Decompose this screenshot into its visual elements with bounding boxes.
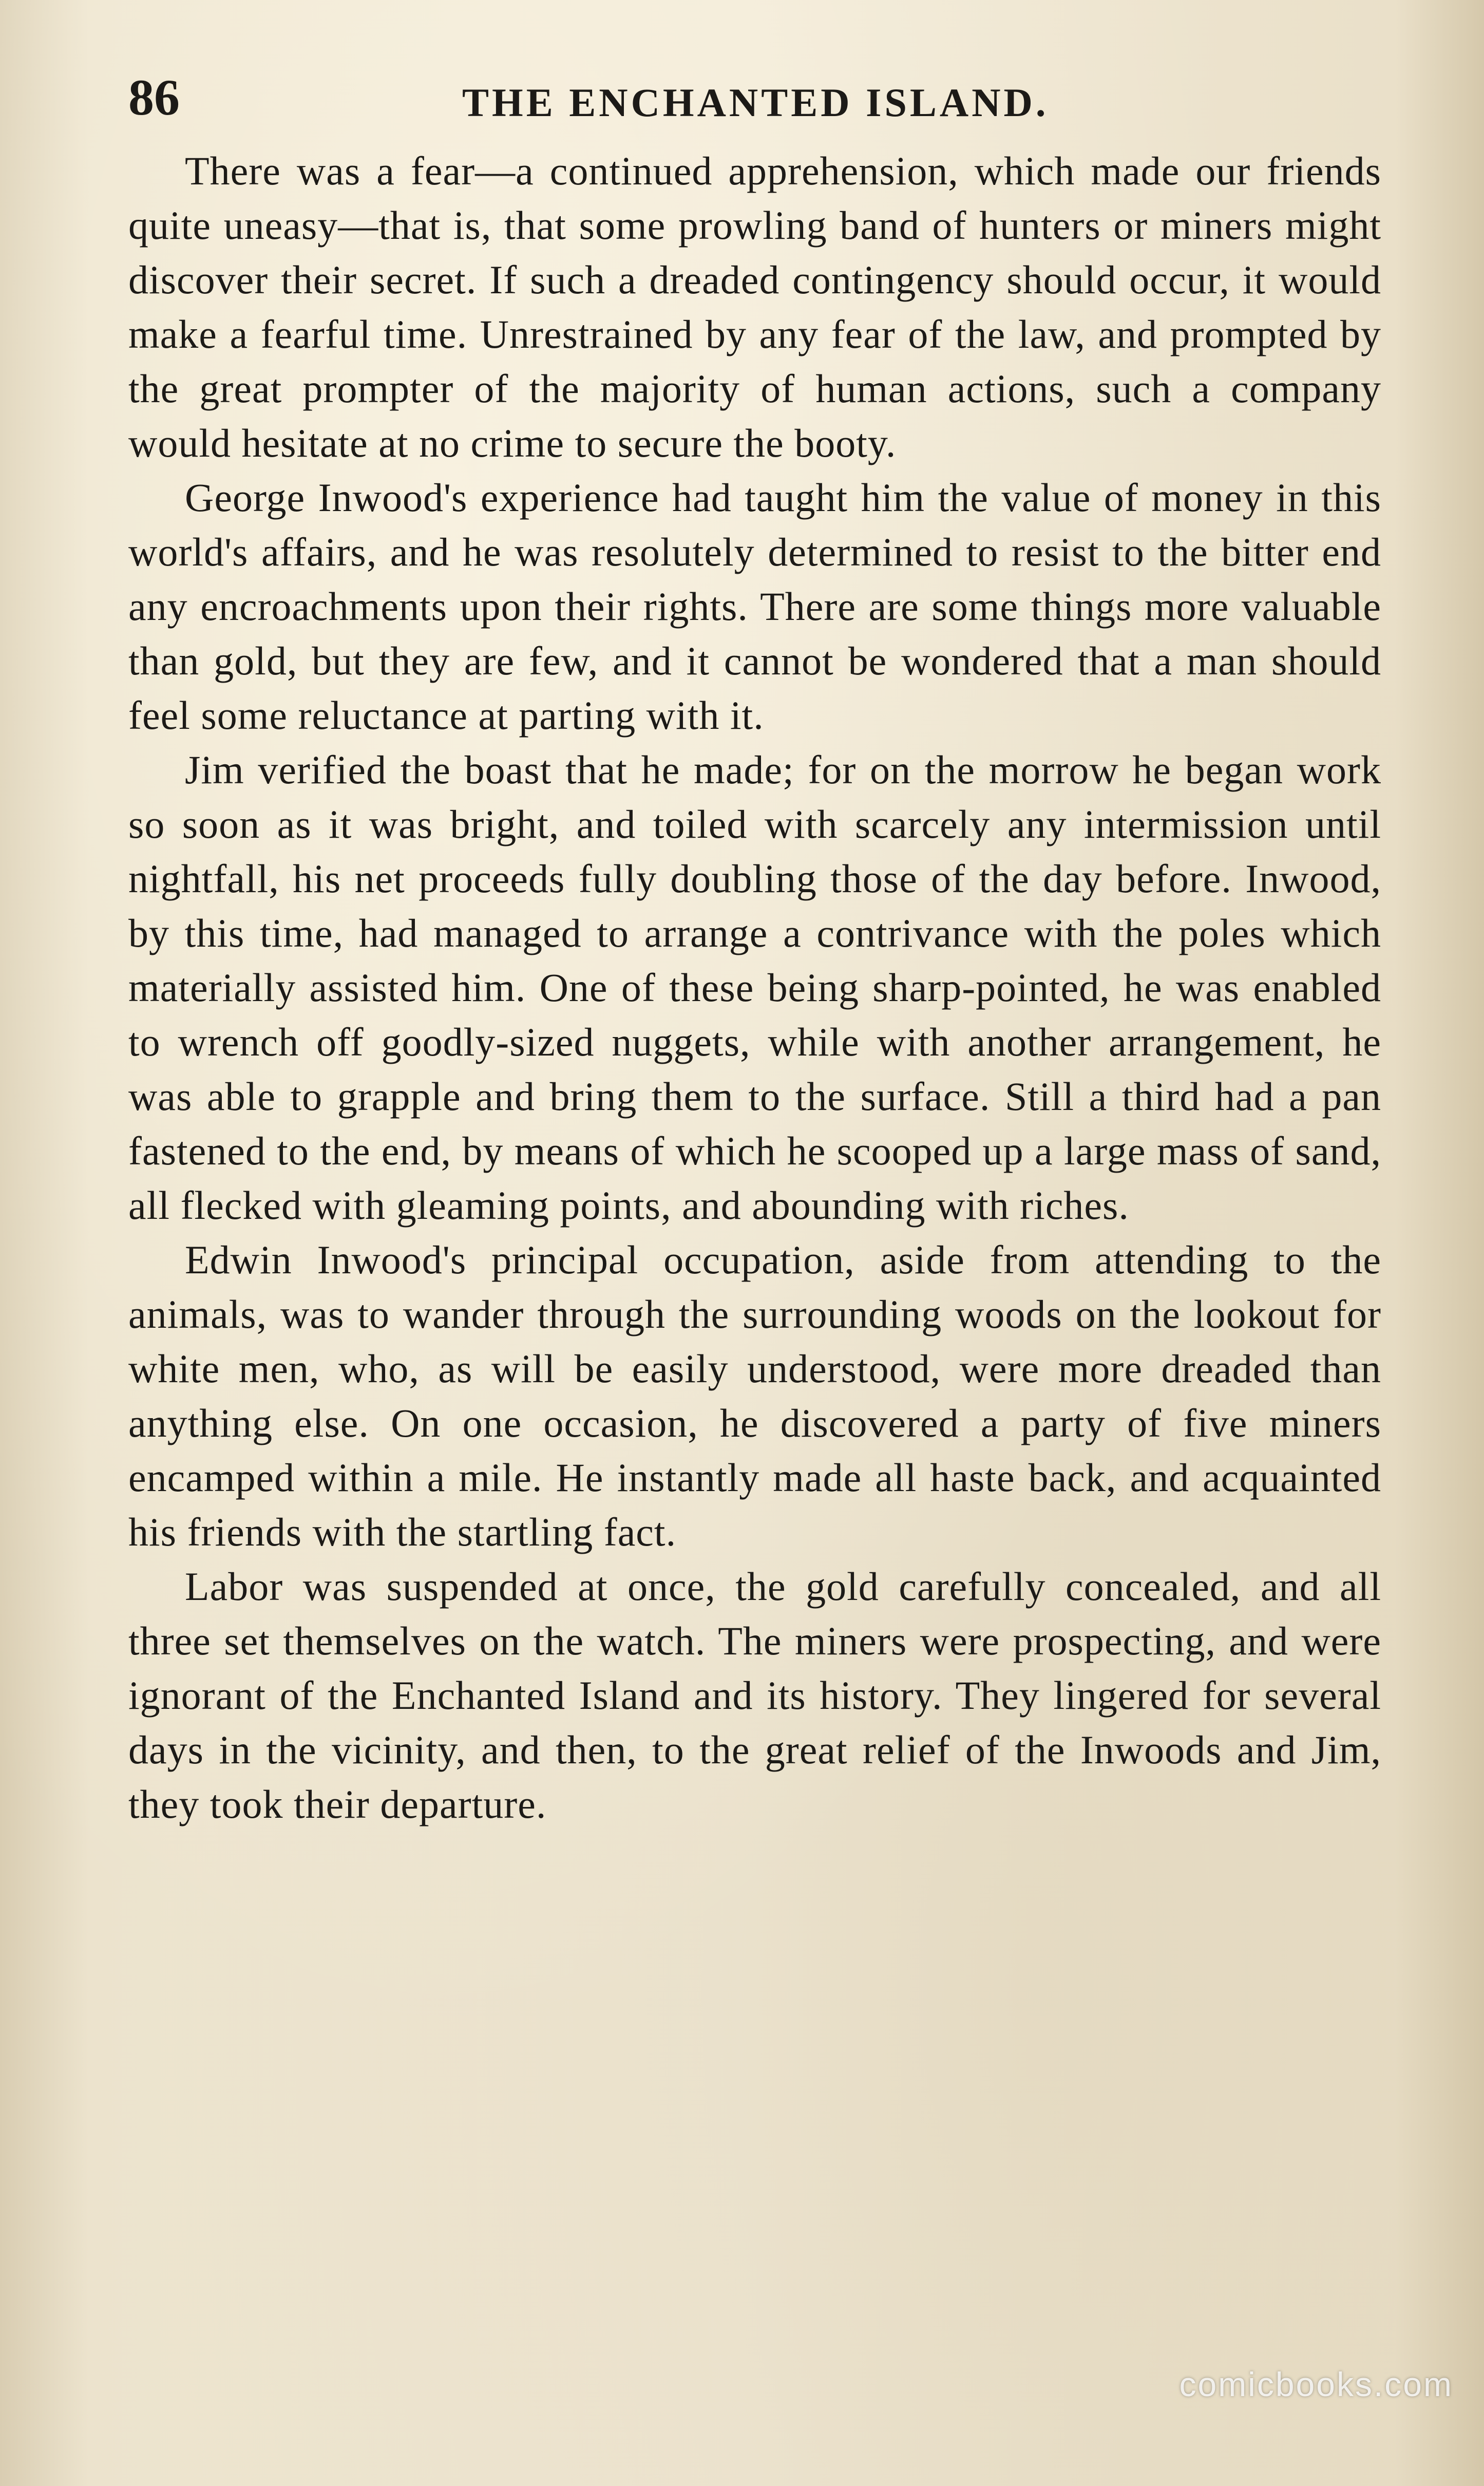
body-text	[128, 144, 1381, 1832]
page-number: 86	[128, 69, 180, 126]
paragraph: Jim verified the boast that he made; for on the morrow he began work so soon as it was bright, and toiled with scarcely any intermission until nightfall, his net proceeds fully doubling those of the day before. Inwood, by this time, had managed to arrange a contrivance with the poles which materially assisted him. One of these being sharp-pointed, he was enabled to wrench off goodly-sized nuggets, while with another arrangement, he was able to grapple and bring them to the surface. Still a third had a pan fastened to the end, by means of which he scooped up a large mass of sand, all flecked with gleaming points, and abounding with riches.	[128, 747, 1381, 1228]
paragraph: There was a fear—a continued apprehension, which made our friends quite uneasy—that is, that some prowling band of hunters or miners might discover their secret. If such a dreaded contingency should occur, it would make a fearful time. Unrestrained by any fear of the law, and prompted by the great prompter of the majority of human actions, such a company would hesitate at no crime to secure the booty.	[128, 148, 1381, 465]
paragraph: Labor was suspended at once, the gold carefully concealed, and all three set themselves on the watch. The miners were prospecting, and were ignorant of the Enchanted Island and its history. They lingered for several days in the vicinity, and then, to the great relief of the Inwoods and Jim, they took their departure.	[128, 1564, 1381, 1826]
watermark: comicbooks.com	[1179, 2365, 1453, 2403]
page-header	[128, 62, 1381, 134]
paragraph: Edwin Inwood's principal occupation, aside from attending to the animals, was to wander through the surrounding woods on the lookout for white men, who, as will be easily understood, were more dreaded than anything else. On one occasion, he discovered a party of five miners encamped within a mile. He instantly made all haste back, and acquainted his friends with the startling fact.	[128, 1237, 1381, 1554]
paragraph: George Inwood's experience had taught him the value of money in this world's affairs, and he was resolutely determined to resist to the bitter end any encroachments upon their rights. There are some things more valuable than gold, but they are few, and it cannot be wondered that a man should feel some reluctance at parting with it.	[128, 475, 1381, 738]
running-title: THE ENCHANTED ISLAND.	[462, 80, 1049, 125]
